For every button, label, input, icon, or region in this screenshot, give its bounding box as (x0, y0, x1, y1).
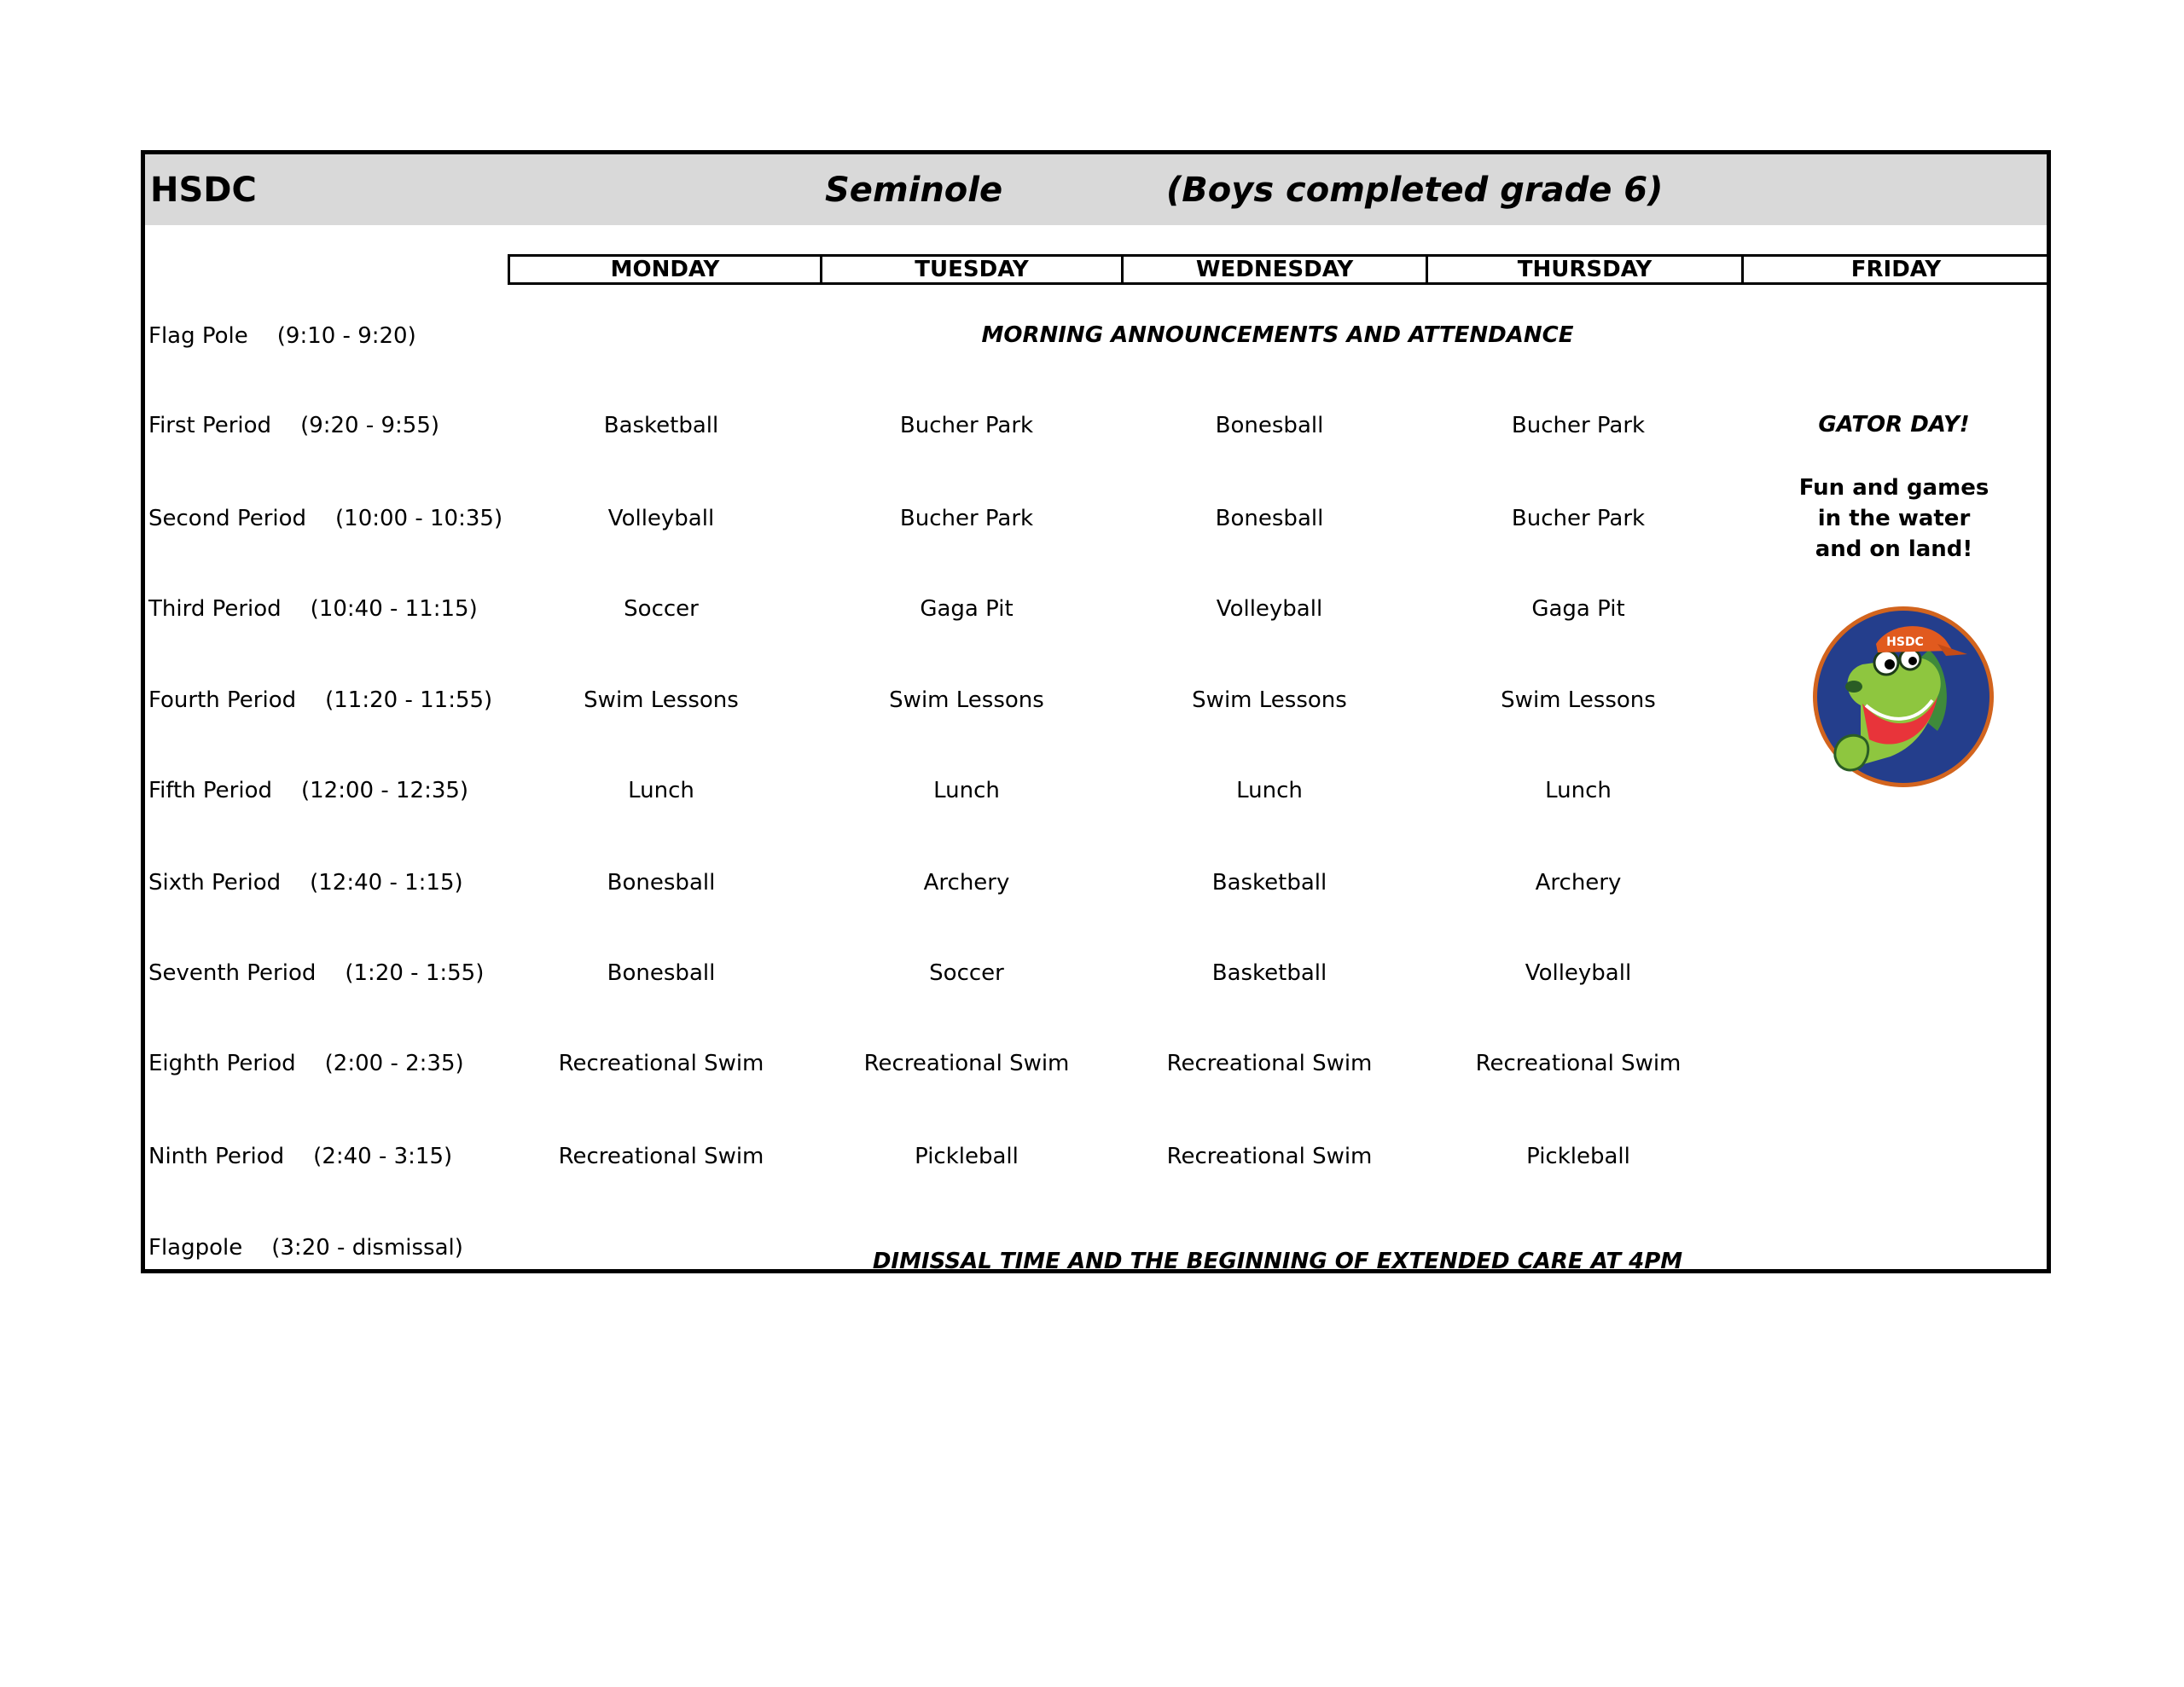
day-header-wednesday: WEDNESDAY (1121, 254, 1428, 285)
schedule-cell: Bonesball (1215, 413, 1324, 438)
schedule-cell: Recreational Swim (1166, 1144, 1373, 1169)
period-label (148, 780, 468, 802)
schedule-cell: Recreational Swim (1166, 1051, 1373, 1076)
logo-text: HSDC (1886, 635, 1924, 649)
schedule-cell: Recreational Swim (558, 1051, 764, 1076)
schedule-cell: Basketball (603, 413, 719, 438)
period-time: (10:40 - 11:15) (310, 596, 478, 622)
day-header-tuesday: TUESDAY (820, 254, 1124, 285)
title-band (145, 154, 2047, 225)
schedule-cell: Soccer (624, 596, 699, 622)
schedule-cell: Volleyball (1525, 960, 1632, 986)
period-name: Flag Pole (148, 323, 248, 349)
schedule-cell: Swim Lessons (584, 687, 739, 713)
period-label (148, 507, 502, 530)
schedule-cell: Pickleball (915, 1144, 1019, 1169)
friday-text (1740, 472, 2048, 565)
period-name: Fourth Period (148, 687, 297, 713)
group-name: (Boys completed grade 6) (1166, 171, 1664, 210)
schedule-cell: Bucher Park (1511, 413, 1646, 438)
schedule-cell: Recreational Swim (1475, 1051, 1682, 1076)
period-label (148, 872, 463, 894)
schedule-cell: Swim Lessons (1501, 687, 1656, 713)
schedule-cell: Basketball (1211, 870, 1327, 896)
period-name: Flagpole (148, 1235, 243, 1261)
period-time: (12:00 - 12:35) (301, 778, 469, 803)
morning-banner: MORNING ANNOUNCEMENTS AND ATTENDANCE (981, 322, 1574, 348)
org-name: HSDC (150, 171, 257, 210)
schedule-cell: Volleyball (1216, 596, 1323, 622)
period-label (148, 598, 478, 620)
period-time: (10:00 - 10:35) (335, 506, 503, 531)
schedule-cell: Basketball (1211, 960, 1327, 986)
schedule-cell: Archery (1535, 870, 1622, 896)
dismissal-banner: DIMISSAL TIME AND THE BEGINNING OF EXTENDED CARE AT 4PM (872, 1249, 1683, 1274)
schedule-cell: Recreational Swim (863, 1051, 1070, 1076)
period-time: (2:00 - 2:35) (324, 1051, 464, 1076)
period-label (148, 1237, 463, 1259)
period-name: Sixth Period (148, 870, 282, 896)
day-header-monday: MONDAY (508, 254, 822, 285)
schedule-cell: Swim Lessons (889, 687, 1044, 713)
period-label (148, 689, 492, 711)
period-name: Second Period (148, 506, 307, 531)
day-header-friday: FRIDAY (1741, 254, 2051, 285)
period-label (148, 1145, 452, 1168)
schedule-cell: Bonesball (1215, 506, 1324, 531)
schedule-cell: Gaga Pit (1531, 596, 1625, 622)
period-name: Eighth Period (148, 1051, 296, 1076)
schedule-cell: Lunch (933, 778, 1000, 803)
schedule-cell: Lunch (1236, 778, 1303, 803)
period-name: Third Period (148, 596, 282, 622)
period-time: (3:20 - dismissal) (271, 1235, 463, 1261)
camp-name: Seminole (825, 171, 1003, 210)
period-name: Ninth Period (148, 1144, 285, 1169)
friday-title: GATOR DAY! (1818, 412, 1970, 438)
friday-line: Fun and games (1798, 475, 1989, 501)
period-name: First Period (148, 413, 272, 438)
friday-line: in the water (1817, 506, 1971, 531)
schedule-cell: Swim Lessons (1192, 687, 1347, 713)
schedule-cell: Soccer (929, 960, 1004, 986)
period-name: Fifth Period (148, 778, 272, 803)
schedule-cell: Bucher Park (899, 413, 1034, 438)
period-label (148, 325, 416, 347)
schedule-cell: Recreational Swim (558, 1144, 764, 1169)
schedule-cell: Bonesball (607, 960, 716, 986)
schedule-cell: Volleyball (607, 506, 715, 531)
period-label (148, 962, 484, 984)
period-time: (2:40 - 3:15) (313, 1144, 453, 1169)
schedule-cell: Pickleball (1526, 1144, 1630, 1169)
schedule-cell: Bucher Park (899, 506, 1034, 531)
schedule-cell: Bonesball (607, 870, 716, 896)
schedule-cell: Bucher Park (1511, 506, 1646, 531)
schedule-cell: Gaga Pit (920, 596, 1014, 622)
day-header-thursday: THURSDAY (1426, 254, 1744, 285)
period-time: (9:20 - 9:55) (300, 413, 440, 438)
friday-line: and on land! (1815, 536, 1973, 562)
schedule-sheet (141, 150, 2051, 1273)
schedule-cell: Archery (923, 870, 1010, 896)
schedule-cell: Lunch (628, 778, 694, 803)
schedule-cell: Lunch (1545, 778, 1612, 803)
period-name: Seventh Period (148, 960, 317, 986)
period-time: (1:20 - 1:55) (345, 960, 485, 986)
period-time: (11:20 - 11:55) (325, 687, 493, 713)
period-label (148, 1052, 464, 1075)
period-time: (12:40 - 1:15) (310, 870, 463, 896)
period-time: (9:10 - 9:20) (276, 323, 416, 349)
period-label (148, 415, 439, 437)
gator-mascot-icon (1809, 603, 1997, 791)
